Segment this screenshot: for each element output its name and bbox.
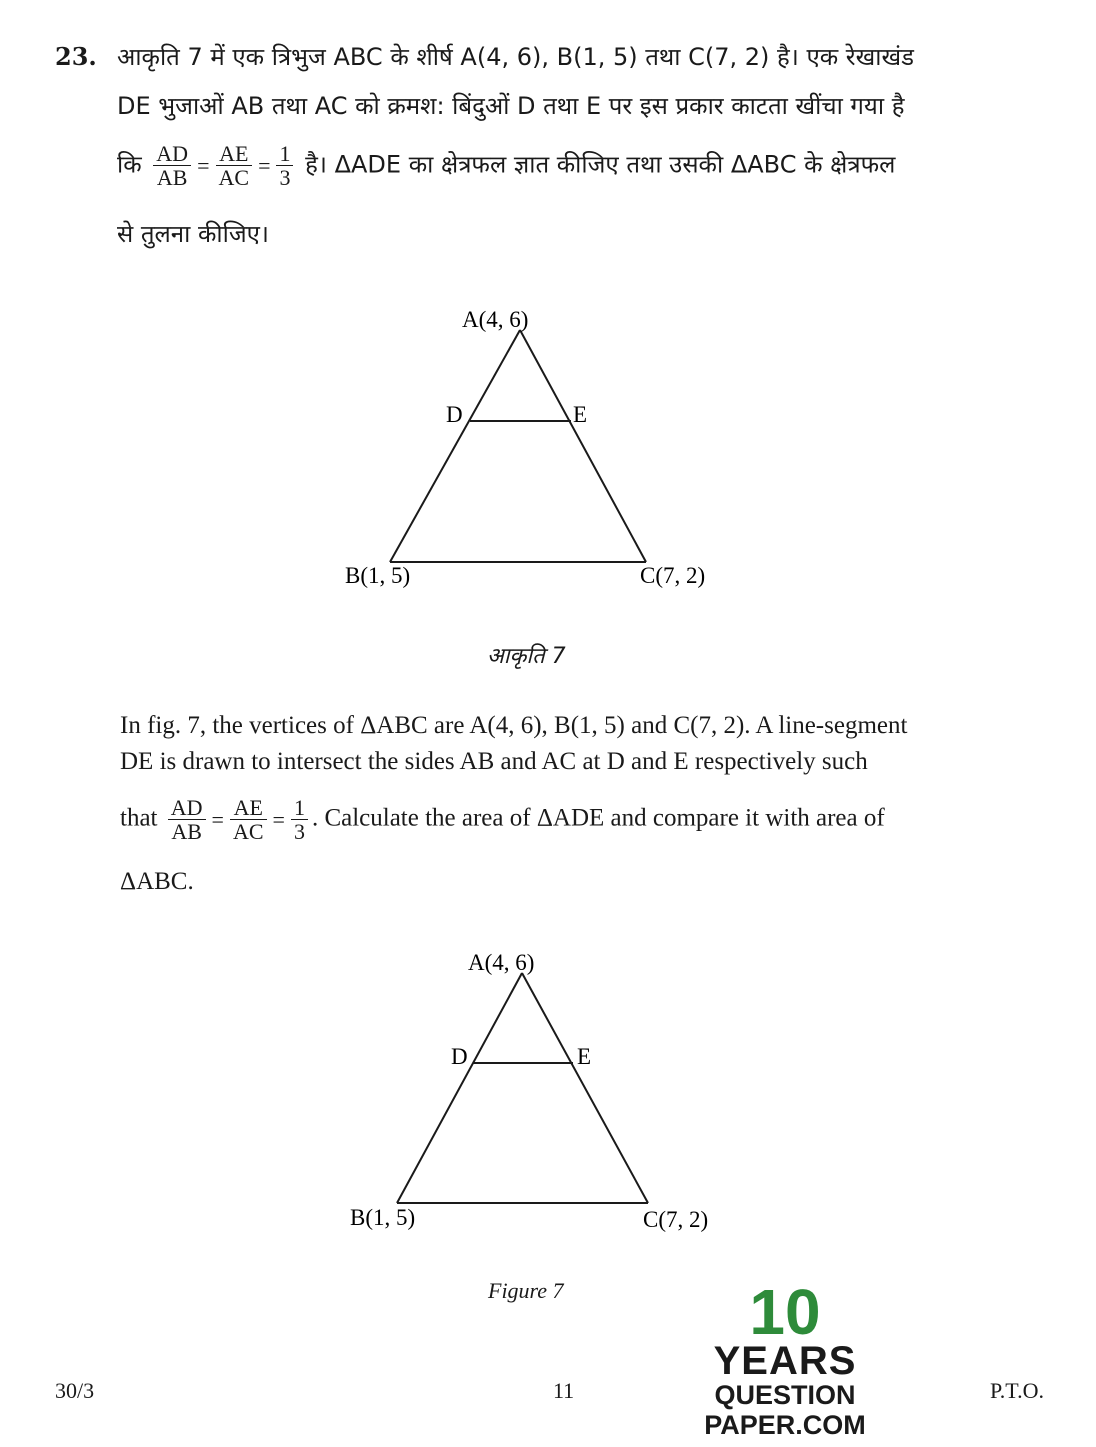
hindi-line-3 [117, 142, 895, 189]
hindi-line-2: DE भुजाओं AB तथा AC को क्रमश: बिंदुओं D तथा E पर इस प्रकार काटता खींचा गया है [117, 92, 905, 120]
english-line-2: DE is drawn to intersect the sides AB and AC at D and E respectively such [120, 748, 868, 775]
page-number: 11 [553, 1378, 575, 1403]
logo-years: YEARS [713, 1339, 857, 1383]
equals-sign: = [272, 806, 285, 832]
hindi-line-4: से तुलना कीजिए। [117, 220, 270, 248]
side-ab [390, 330, 520, 562]
watermark-logo [645, 1276, 925, 1440]
fraction-ae-ac: $\frac{AE}{AC}$ [216, 142, 253, 189]
english-line-1: In fig. 7, the vertices of ΔABC are A(4, 6), B(1, 5) and C(7, 2). A line-segment [120, 712, 908, 739]
hindi-line-1: आकृति 7 में एक त्रिभुज ABC के शीर्ष A(4, 6), B(1, 5) तथा C(7, 2) है। एक रेखाखंड [117, 43, 914, 71]
label-e: E [573, 402, 588, 427]
fraction-ad-ab: $\frac{AD}{AB}$ [168, 796, 206, 843]
label-c: C(7, 2) [640, 563, 706, 588]
figure-hindi [330, 300, 750, 600]
figure-caption-hindi: आकृति 7 [487, 644, 566, 669]
english-line-4: ΔABC. [120, 868, 194, 895]
pto-label: P.T.O. [990, 1378, 1044, 1403]
question-number: 23. [55, 42, 97, 71]
equals-sign: = [211, 806, 224, 832]
logo-site: QUESTION PAPER.COM [704, 1380, 866, 1440]
side-ab [397, 973, 522, 1203]
equals-sign: = [197, 152, 210, 178]
label-d: D [451, 1044, 468, 1069]
fraction-one-third: $\frac{1}{3}$ [276, 142, 293, 189]
label-a: A(4, 6) [462, 307, 529, 332]
side-ac [520, 330, 646, 562]
label-b: B(1, 5) [350, 1205, 416, 1230]
equals-sign: = [258, 152, 271, 178]
fraction-one-third: $\frac{1}{3}$ [291, 796, 308, 843]
logo-number: 10 [749, 1276, 821, 1348]
figure-english [340, 945, 760, 1245]
label-d: D [446, 402, 463, 427]
english-line-3 [120, 796, 885, 843]
hindi-line-3-suffix: है। ΔADE का क्षेत्रफल ज्ञात कीजिए तथा उसकी ΔABC के क्षेत्रफल [305, 150, 896, 179]
hindi-line-3-prefix: कि [117, 150, 142, 179]
figure-caption-english: Figure 7 [488, 1278, 564, 1303]
label-b: B(1, 5) [345, 563, 411, 588]
paper-code: 30/3 [55, 1378, 95, 1403]
label-a: A(4, 6) [468, 950, 535, 975]
english-line-3-suffix: . Calculate the area of ΔADE and compare it with area of [311, 804, 885, 832]
fraction-ae-ac: $\frac{AE}{AC}$ [230, 796, 267, 843]
side-ac [522, 973, 648, 1203]
label-c: C(7, 2) [643, 1207, 709, 1232]
english-line-3-prefix: that [120, 804, 158, 832]
label-e: E [577, 1044, 592, 1069]
fraction-ad-ab: $\frac{AD}{AB}$ [153, 142, 191, 189]
